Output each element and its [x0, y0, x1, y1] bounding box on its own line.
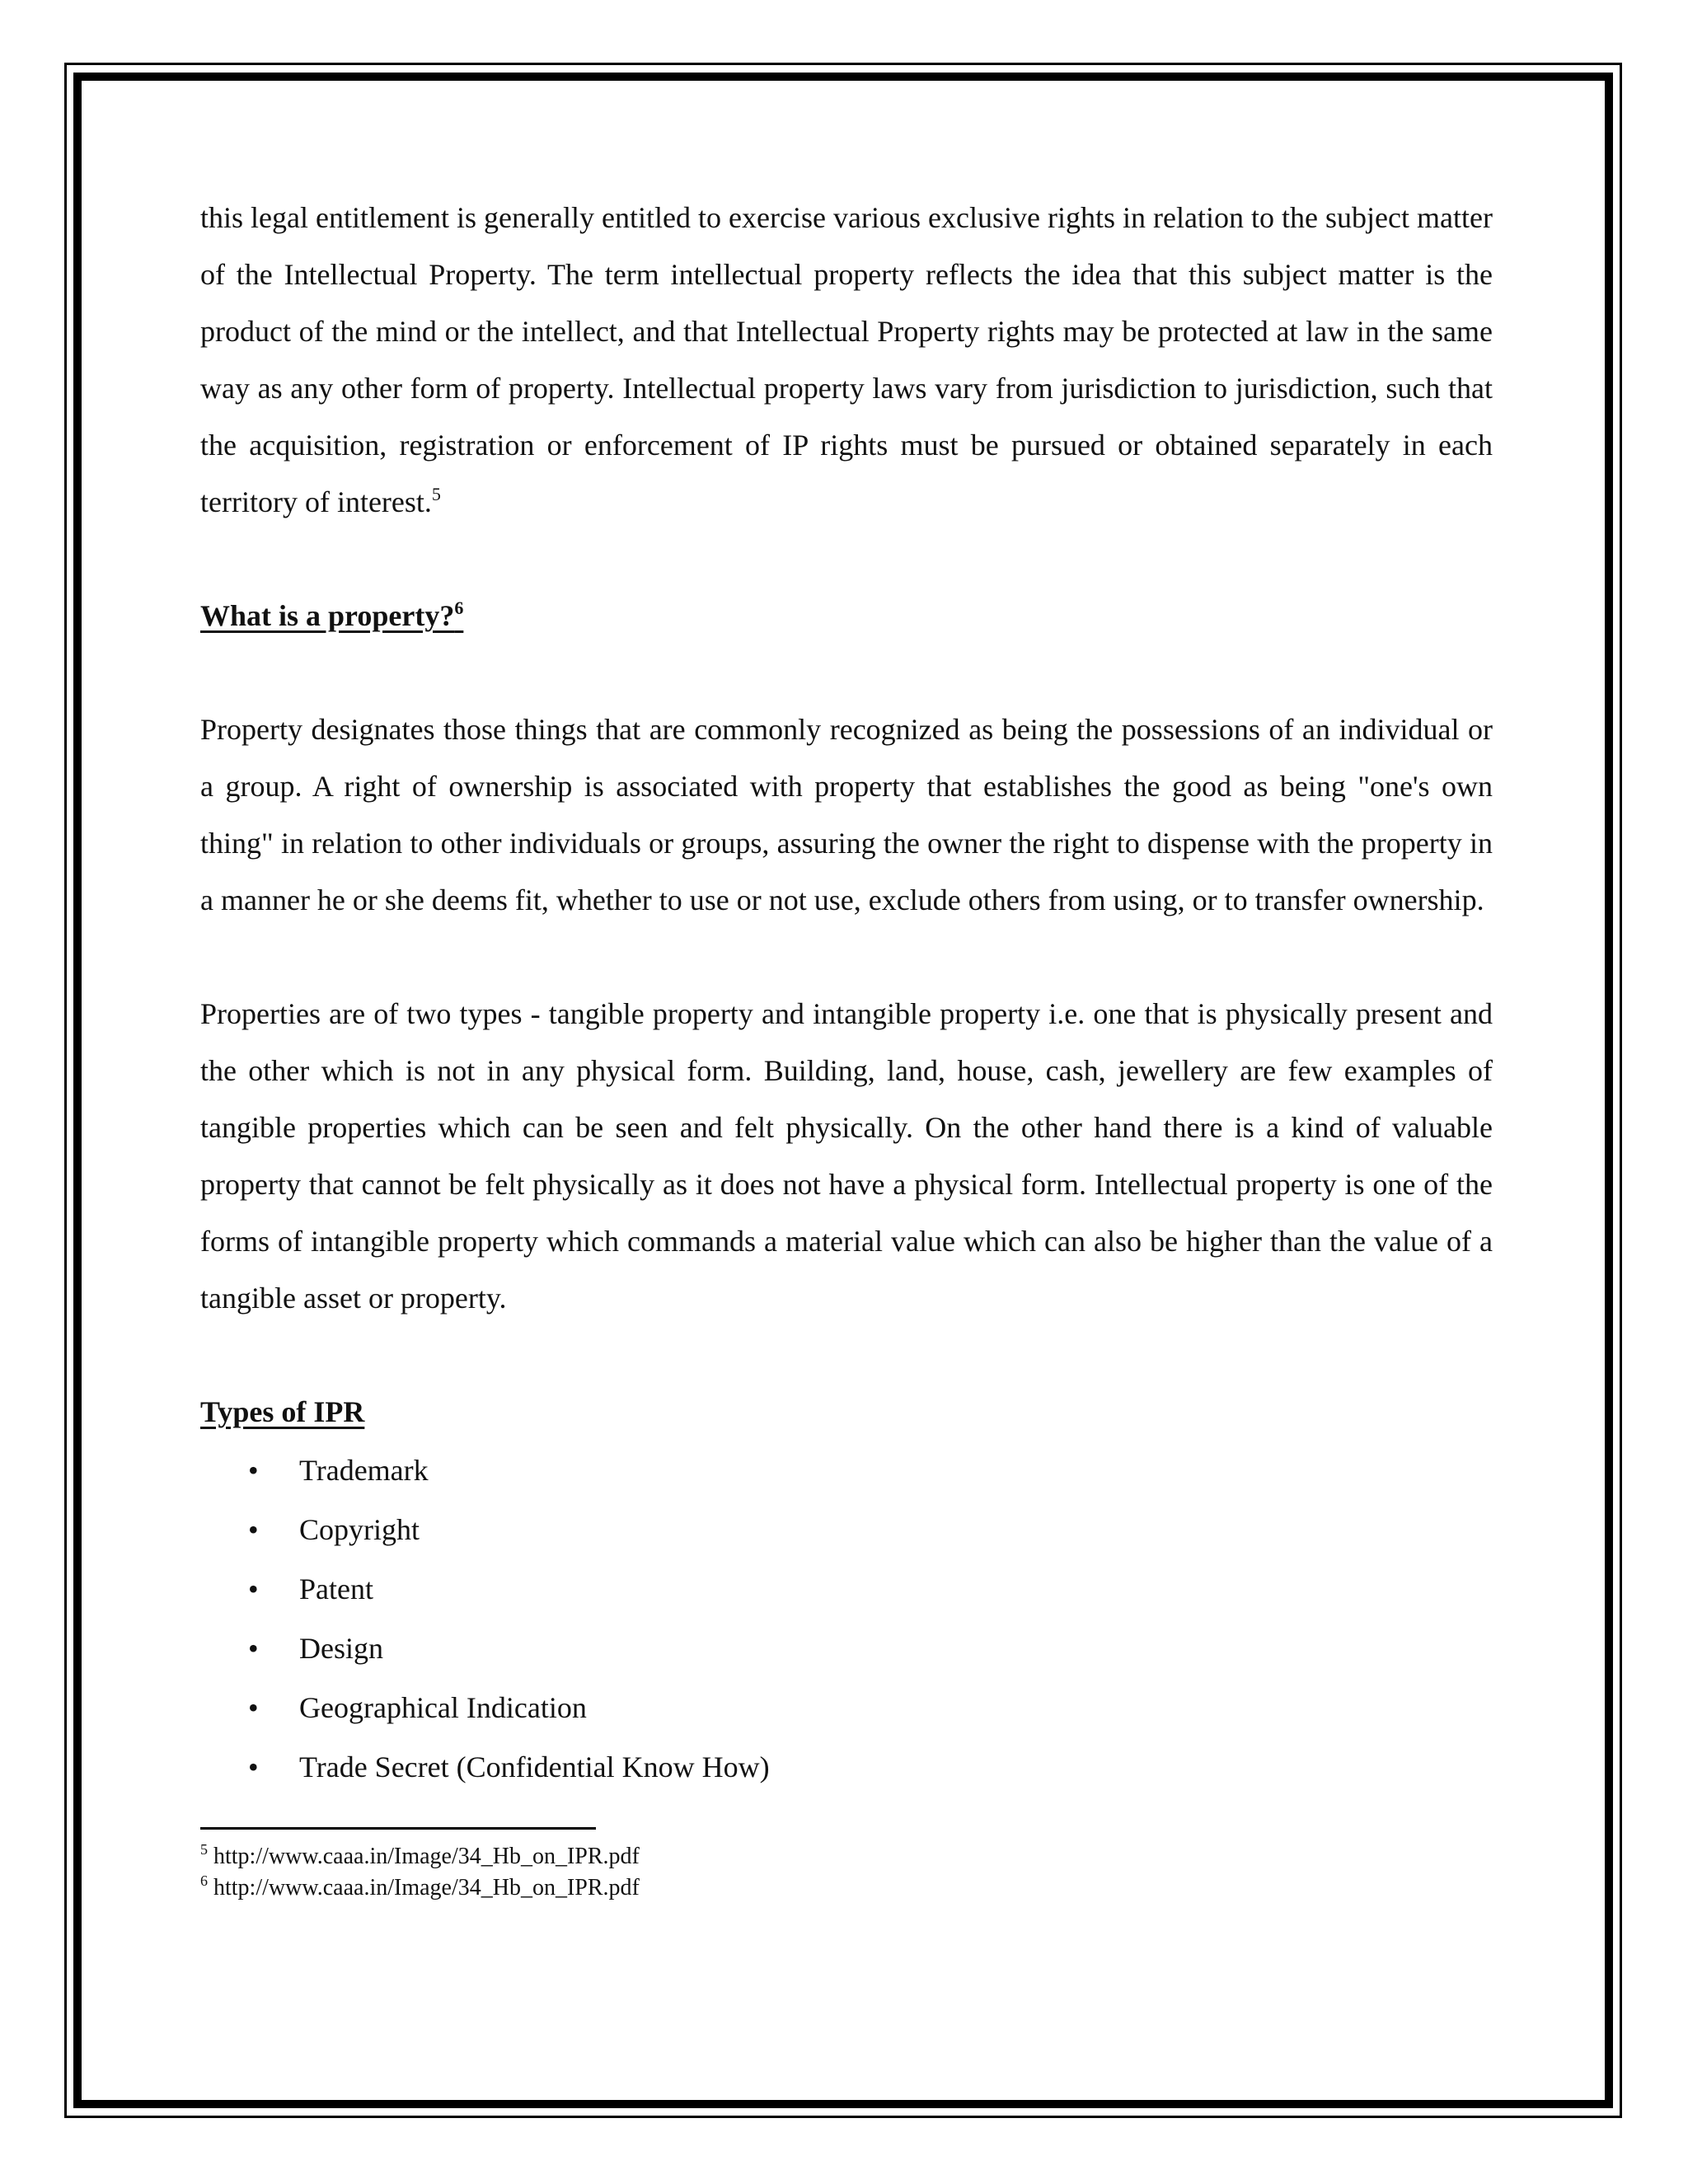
- list-item: [200, 1619, 1493, 1678]
- spacer: [200, 644, 1493, 701]
- spacer: [200, 1327, 1493, 1384]
- list-item: [200, 1678, 1493, 1737]
- footnote-6: [200, 1872, 1493, 1904]
- bullet-icon: •: [248, 1513, 259, 1546]
- list-item: [200, 1737, 1493, 1797]
- heading-types-of-ipr: Types of IPR: [200, 1395, 365, 1428]
- bullet-icon: •: [248, 1454, 259, 1487]
- list-item-label: Geographical Indication: [299, 1691, 587, 1724]
- paragraph-property-definition: Property designates those things that are commonly recognized as being the possessions of an individual or a group. A right of ownership is associated with property that establishes the good as being "one's own thing" in relation to other individuals or groups, assuring the owner the right to dispense with the property in a manner he or she deems fit, whether to use or not use, exclude others from using, or to transfer ownership.: [200, 713, 1493, 916]
- ipr-types-list: [200, 1441, 1493, 1797]
- heading-what-is-property: [200, 588, 1493, 644]
- footnote-separator: [200, 1827, 596, 1830]
- list-item: [200, 1441, 1493, 1500]
- bullet-icon: •: [248, 1750, 259, 1783]
- bullet-icon: •: [248, 1632, 259, 1665]
- footnote-ref-6: 6: [454, 598, 464, 618]
- paragraph-ip-rights-text: this legal entitlement is generally entitled to exercise various exclusive rights in relation to the subject matter of the Intellectual Property. The term intellectual property reflects the idea that this subject matter is the product of the mind or the intellect, and that Intellectual Property rights may be protected at law in the same way as any other form of property. Intellectual property laws vary from jurisdiction to jurisdiction, such that the acquisition, registration or enforcement of IP rights must be pursued or obtained separately in each territory of interest.: [200, 201, 1493, 518]
- bullet-icon: •: [248, 1572, 259, 1605]
- footnote-number: 6: [200, 1872, 208, 1889]
- spacer: [200, 929, 1493, 986]
- footnote-5: [200, 1841, 1493, 1872]
- list-item: [200, 1500, 1493, 1559]
- list-item: [200, 1559, 1493, 1619]
- footnote-number: 5: [200, 1841, 208, 1858]
- list-item-label: Design: [299, 1632, 383, 1665]
- heading-what-is-property-text: What is a property?: [200, 599, 455, 632]
- footnote-link[interactable]: http://www.caaa.in/Image/34_Hb_on_IPR.pdf: [213, 1844, 640, 1869]
- list-item-label: Trademark: [299, 1454, 429, 1487]
- footnote-ref-5: 5: [431, 484, 441, 504]
- footnote-link[interactable]: http://www.caaa.in/Image/34_Hb_on_IPR.pdf: [213, 1875, 640, 1900]
- paragraph-property-types: Properties are of two types - tangible property and intangible property i.e. one that is physically present and the other which is not in any physical form. Building, land, house, cash, jewellery are few examples of tangible properties which can be seen and felt physically. On the other hand there is a kind of valuable property that cannot be felt physically as it does not have a physical form. Intellectual property is one of the forms of intangible property which commands a material value which can also be higher than the value of a tangible asset or property.: [200, 997, 1493, 1315]
- list-item-label: Trade Secret (Confidential Know How): [299, 1750, 770, 1783]
- list-item-label: Patent: [299, 1572, 373, 1605]
- page-content: [200, 190, 1493, 1904]
- spacer: [200, 531, 1493, 588]
- paragraph-ip-rights: [200, 190, 1493, 531]
- list-item-label: Copyright: [299, 1513, 420, 1546]
- bullet-icon: •: [248, 1691, 259, 1724]
